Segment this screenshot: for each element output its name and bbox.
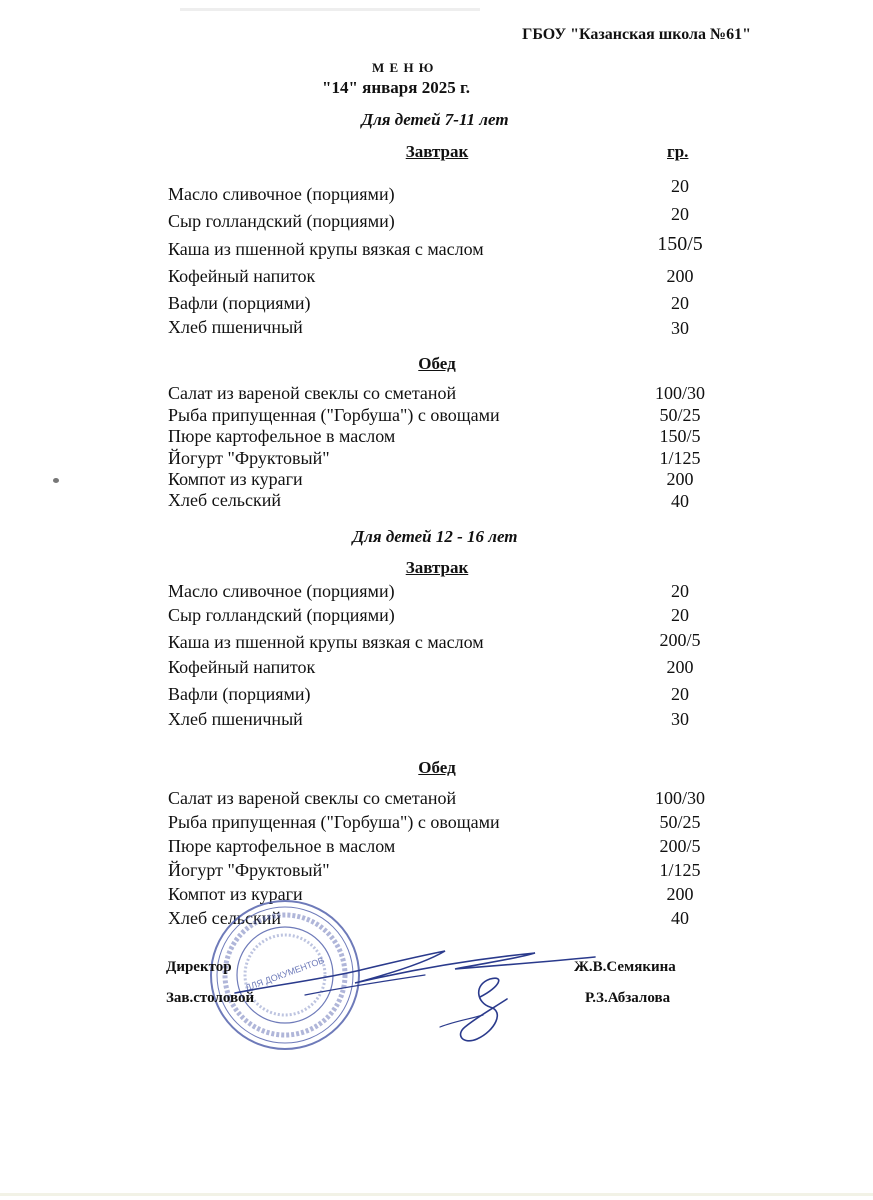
menu-item-name: Масло сливочное (порциями)	[168, 581, 395, 601]
menu-item-weight: 20	[671, 581, 689, 601]
breakfast-heading-1: Завтрак	[405, 142, 469, 161]
menu-item-weight: 100/30	[654, 788, 705, 808]
menu-item-name: Хлеб сельский	[168, 908, 282, 928]
menu-item-weight: 20	[671, 293, 689, 313]
menu-item-weight: 20	[671, 605, 689, 625]
organization-name: ГБОУ "Казанская школа №61"	[522, 26, 751, 43]
menu-item-name: Хлеб пшеничный	[168, 709, 303, 729]
menu-item-name: Йогурт "Фруктовый"	[168, 448, 330, 468]
menu-item-weight: 200	[666, 884, 694, 904]
director-title: Директор	[166, 959, 232, 975]
menu-item-name: Рыба припущенная ("Горбуша") с овощами	[168, 812, 500, 832]
menu-item-weight: 150/5	[659, 426, 701, 446]
menu-item-name: Вафли (порциями)	[168, 684, 311, 704]
menu-item-weight: 30	[671, 709, 689, 729]
breakfast-heading-2: Завтрак	[405, 558, 469, 577]
canteen-head-title: Зав.столовой	[166, 990, 255, 1006]
age-group-label-1: Для детей 7-11 лет	[361, 110, 509, 129]
lunch-heading-2: Обед	[418, 758, 456, 777]
menu-item-name: Салат из вареной свеклы со сметаной	[168, 788, 457, 808]
menu-item-name: Сыр голландский (порциями)	[168, 211, 395, 231]
scan-artifact-bottom	[0, 1193, 873, 1196]
lunch-heading-1: Обед	[418, 354, 456, 373]
stamp-center-text: ДЛЯ ДОКУМЕНТОВ	[243, 955, 326, 993]
menu-item-name: Салат из вареной свеклы со сметаной	[168, 383, 457, 403]
menu-item-weight: 50/25	[659, 812, 701, 832]
menu-item-weight: 40	[671, 908, 689, 928]
menu-item-name: Пюре картофельное в маслом	[168, 836, 396, 856]
menu-item-weight: 150/5	[657, 233, 703, 255]
menu-item-name: Йогурт "Фруктовый"	[168, 860, 330, 880]
director-name: Ж.В.Семякина	[574, 959, 676, 975]
menu-item-weight: 20	[671, 684, 689, 704]
menu-item-name: Вафли (порциями)	[168, 293, 311, 313]
menu-item-weight: 30	[671, 318, 689, 338]
scan-smudge	[53, 478, 59, 483]
menu-item-weight: 1/125	[659, 448, 701, 468]
canteen-head-name: Р.З.Абзалова	[585, 990, 671, 1006]
menu-title: М Е Н Ю	[372, 60, 435, 75]
menu-item-name: Масло сливочное (порциями)	[168, 184, 395, 204]
menu-item-weight: 20	[671, 176, 689, 196]
menu-item-weight: 20	[671, 204, 689, 224]
handwritten-signature	[215, 935, 635, 1055]
menu-item-name: Кофейный напиток	[168, 266, 316, 286]
menu-item-name: Компот из кураги	[168, 469, 303, 489]
menu-item-name: Хлеб сельский	[168, 490, 282, 510]
menu-item-weight: 50/25	[659, 405, 701, 425]
menu-item-weight: 200	[666, 469, 694, 489]
menu-item-name: Каша из пшенной крупы вязкая с маслом	[168, 239, 484, 259]
menu-item-name: Рыба припущенная ("Горбуша") с овощами	[168, 405, 500, 425]
menu-item-name: Пюре картофельное в маслом	[168, 426, 396, 446]
menu-item-weight: 200	[666, 266, 694, 286]
weight-column-header: гр.	[667, 142, 689, 161]
menu-item-weight: 200/5	[659, 630, 701, 650]
menu-item-weight: 1/125	[659, 860, 701, 880]
menu-item-weight: 40	[671, 491, 689, 511]
scan-artifact-top	[180, 8, 480, 11]
menu-item-name: Кофейный напиток	[168, 657, 316, 677]
menu-date: "14" января 2025 г.	[322, 78, 471, 97]
menu-item-name: Хлеб пшеничный	[168, 317, 303, 337]
menu-item-name: Каша из пшенной крупы вязкая с маслом	[168, 632, 484, 652]
menu-item-weight: 200/5	[659, 836, 701, 856]
menu-item-name: Компот из кураги	[168, 884, 303, 904]
age-group-label-2: Для детей 12 - 16 лет	[352, 527, 518, 546]
menu-item-name: Сыр голландский (порциями)	[168, 605, 395, 625]
menu-item-weight: 200	[666, 657, 694, 677]
menu-item-weight: 100/30	[654, 383, 705, 403]
